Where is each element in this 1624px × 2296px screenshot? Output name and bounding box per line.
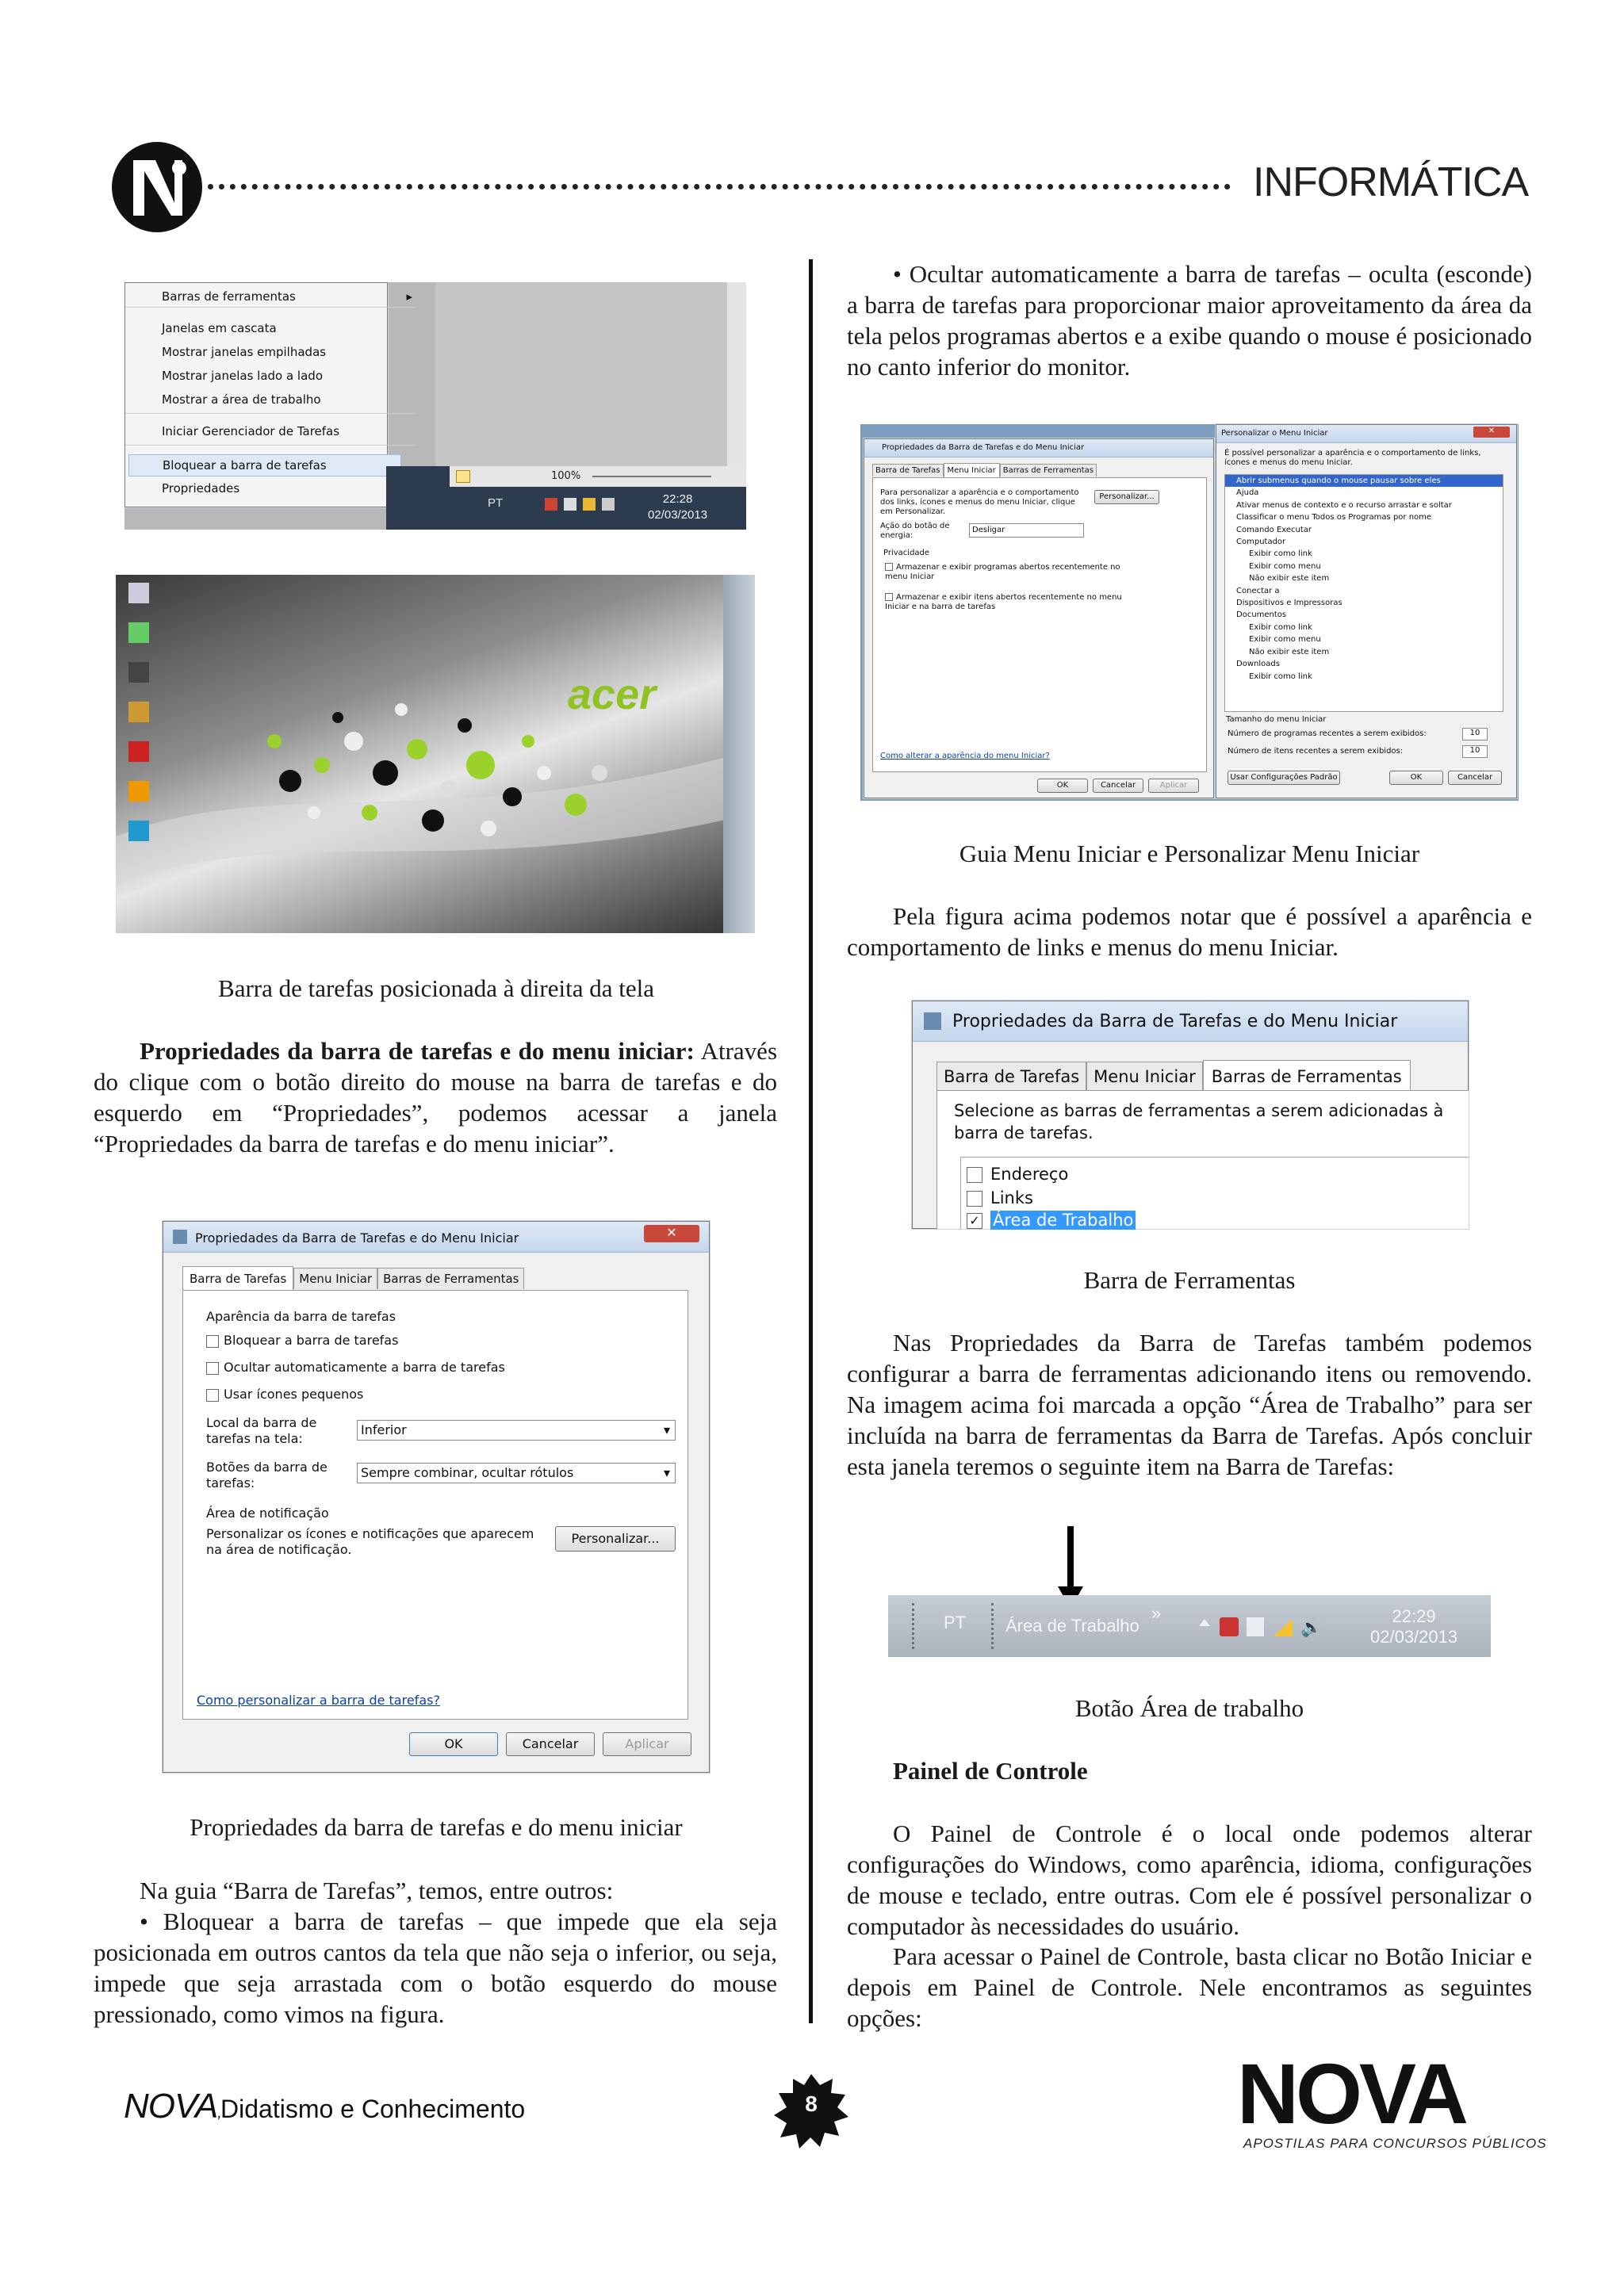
nova-n-logo-icon [109,140,205,235]
context-menu-screenshot [124,282,746,530]
tray-icons [545,498,632,514]
desktop-icons[interactable] [127,580,206,928]
header-logo [109,140,205,235]
tab-start-menu[interactable]: Menu Iniciar [1086,1062,1203,1091]
cancel-button[interactable]: Cancelar [1448,771,1502,785]
caption-startmenu: Guia Menu Iniciar e Personalizar Menu Iniciar [959,840,1420,867]
toolbars-dialog [912,1001,1469,1229]
group-appearance: Aparência da barra de tarefas [206,1309,396,1324]
priv-check-1[interactable]: Armazenar e exibir programas abertos recentemente no menu Iniciar [885,563,1120,581]
caption-desktop: Barra de tarefas posicionada à direita da tela [218,974,654,1002]
help-link[interactable]: Como personalizar a barra de tarefas? [197,1693,440,1708]
section-title: INFORMÁTICA [1253,159,1529,205]
heading-control-panel: Painel de Controle [893,1757,1088,1785]
paragraph-properties-intro: Propriedades da barra de tarefas e do menu iniciar: Através do clique com o botão direito do mouse na barra de tarefas e do esquerdo em “Propriedades”, podemos acessar a janela “Propriedades da barra de tarefas e do menu iniciar”. [94,1037,778,1158]
paragraph-startmenu-note: Pela figura acima podemos notar que é possível a aparência e comportamento de links e menus do menu Iniciar. [847,902,1532,961]
dialog-app-icon [173,1230,187,1244]
paragraph-taskbar-tab: Na guia “Barra de Tarefas”, temos, entre outros: [140,1877,614,1904]
customize-button[interactable]: Personalizar... [1094,490,1159,504]
check-desktop[interactable]: ✓ Área de Trabalho [967,1211,1136,1230]
footer-tagline: Didatismo e Conhecimento [220,2095,526,2123]
tab-start-menu[interactable]: Menu Iniciar [293,1268,377,1289]
check-small-icons[interactable]: Usar ícones pequenos [206,1387,363,1402]
defaults-button[interactable]: Usar Configurações Padrão [1228,771,1340,785]
paragraph-control-panel-access: Para acessar o Painel de Controle, basta clicar no Botão Iniciar e depois em Painel de Controle. Nele encontramos as seguintes opções: [847,1942,1532,2032]
start-menu-tab-dialog [864,438,1214,798]
tab-toolbars[interactable]: Barras de Ferramentas [1000,464,1097,476]
power-label: Ação do botão de energia: [880,522,950,540]
notification-text: Personalizar os ícones e notificações que aparecem na área de notificação. [206,1526,534,1557]
location-label: Local da barra de tarefas na tela: [206,1415,317,1446]
start-menu-screenshot [860,424,1519,801]
customize-button[interactable]: Personalizar... [555,1526,676,1552]
menu-item-task-manager[interactable]: Iniciar Gerenciador de Tarefas [162,424,340,438]
tab-toolbars[interactable]: Barras de Ferramentas [377,1268,524,1289]
dialog-app-icon [924,1012,941,1030]
paragraph-toolbars: Nas Propriedades da Barra de Tarefas também podemos configurar a barra de ferramentas adicionando itens ou removendo. Na imagem acima foi marcada a opção “Área de Trabalho” para ser incluída na barra de ferramentas da Barra de Tarefas. Após concluir esta janela teremos o seguinte item na Barra de Tarefas: [847,1329,1532,1480]
caption-taskbar: Botão Área de trabalho [1074,1694,1304,1722]
ok-button[interactable]: OK [1037,779,1088,793]
size-label: Tamanho do menu Iniciar [1226,715,1327,724]
buttons-select[interactable]: Sempre combinar, ocultar rótulos ▾ [357,1463,676,1483]
toolbars-intro: Selecione as barras de ferramentas a serem adicionadas à barra de tarefas. [954,1101,1444,1142]
check-lock-taskbar[interactable]: Bloquear a barra de tarefas [206,1333,398,1348]
dialog-title: Propriedades da Barra de Tarefas e do Menu Iniciar [952,1012,1398,1031]
ok-button[interactable]: OK [409,1732,498,1756]
security-icon[interactable] [1220,1617,1239,1636]
taskbar-strip [888,1595,1491,1657]
tray-language[interactable]: PT [944,1613,967,1632]
dialog-tabs [182,1266,524,1291]
taskbar-properties-dialog [163,1221,710,1773]
tab-toolbars[interactable]: Barras de Ferramentas [1203,1060,1411,1093]
wallpaper-bubbles-icon [116,575,755,933]
acer-desktop-screenshot [116,575,755,933]
menu-item-stacked[interactable]: Mostrar janelas empilhadas [162,345,327,359]
power-select[interactable]: Desligar [969,523,1084,538]
acer-logo: acer [568,671,657,718]
volume-icon[interactable]: 🔊 [1300,1617,1323,1637]
close-icon[interactable]: ✕ [644,1225,699,1242]
customize-intro: É possível personalizar a aparência e o comportamento de links, ícones e menus do menu Iniciar. [1224,449,1481,467]
dialog-title: Propriedades da Barra de Tarefas e do Menu Iniciar [882,443,1085,452]
dialog-title: Propriedades da Barra de Tarefas e do Menu Iniciar [195,1230,519,1246]
taskbar-right-vertical[interactable] [723,575,755,933]
footer-brand: NOVA, [124,2087,221,2126]
paragraph-autohide: • Ocultar automaticamente a barra de tarefas – oculta (esconde) a barra de tarefas para proporcionar maior aproveitamento da área da tela pelos programas abertos e a exibe quando o mouse é posicionado no canto inferior do monitor. [847,260,1532,381]
customize-start-dialog [1216,424,1517,798]
location-select[interactable]: Inferior ▾ [357,1420,676,1441]
tab-taskbar[interactable]: Barra de Tarefas [936,1062,1086,1091]
device-icon[interactable] [1247,1617,1264,1636]
desktop-toolbar-label[interactable]: Área de Trabalho [1005,1616,1139,1636]
recent-programs-label: Número de programas recentes a serem exibidos: [1228,729,1427,738]
menu-item-show-desktop[interactable]: Mostrar a área de trabalho [162,392,321,407]
footer-logo: NOVA [1237,2045,1466,2141]
tab-taskbar[interactable]: Barra de Tarefas [872,464,944,476]
column-divider [809,259,813,2023]
show-hidden-icon[interactable] [1199,1619,1210,1626]
menu-item-properties[interactable]: Propriedades [162,481,240,496]
ok-button[interactable]: OK [1389,771,1443,785]
toolbar-chevron-icon[interactable]: » [1151,1603,1162,1623]
page-number: 8 [805,2091,818,2116]
menu-item-toolbars[interactable]: Barras de ferramentas ▸ [162,289,412,304]
start-intro: Para personalizar a aparência e o comportamento dos links, ícones e menus do menu Iniciar, clique em Personalizar. [880,488,1079,516]
check-address[interactable]: Endereço [967,1165,1068,1184]
tab-taskbar[interactable]: Barra de Tarefas [182,1266,293,1291]
recent-items-input[interactable]: 10 [1462,745,1488,758]
tray-clock[interactable]: 22:28 02/03/2013 [648,492,708,522]
network-signal-icon[interactable] [1274,1619,1293,1636]
apply-button[interactable]: Aplicar [1148,779,1199,793]
recent-programs-input[interactable]: 10 [1462,728,1488,740]
menu-item-cascade[interactable]: Janelas em cascata [162,321,277,335]
menu-item-lock-taskbar[interactable]: Bloquear a barra de tarefas [128,454,401,476]
cancel-button[interactable]: Cancelar [1093,779,1143,793]
tray-language[interactable]: PT [488,496,504,510]
customize-title: Personalizar o Menu Iniciar [1221,429,1328,438]
caption-toolbars: Barra de Ferramentas [1083,1266,1296,1294]
check-links[interactable]: Links [967,1188,1033,1207]
tab-start-menu[interactable]: Menu Iniciar [944,463,1000,477]
paragraph-lock-taskbar: • Bloquear a barra de tarefas – que impede que ela seja posicionada em outros cantos da tela que não seja o inferior, ou seja, impede que seja arrastada com o botão esquerdo do mouse pressionado, como vimos na figura. [94,1908,777,2028]
group-notification: Área de notificação [206,1506,329,1521]
paragraph-control-panel: O Painel de Controle é o local onde podemos alterar configurações do Windows, como aparência, idioma, configurações de mouse e teclado, entre outras. Com ele é possível personalizar o computador às necessidades do usuário. [847,1820,1532,1940]
apply-button[interactable]: Aplicar [603,1732,691,1756]
check-autohide[interactable]: Ocultar automaticamente a barra de tarefas [206,1360,505,1375]
help-link[interactable]: Como alterar a aparência do menu Iniciar? [880,752,1050,760]
caption-dialog: Propriedades da barra de tarefas e do menu iniciar [190,1813,683,1841]
close-icon[interactable]: ✕ [1473,427,1510,438]
recent-items-label: Número de itens recentes a serem exibidos: [1228,747,1404,756]
header-dotted-rule [208,184,1231,189]
options-list[interactable]: Abrir submenus quando o mouse pausar sobre eles Ajuda Ativar menus de contexto e o recurso arrastar e soltar Classificar o menu Todos os Programas por nome Comando Executar Computador Exibir como link Exibir como menu Não exibir este item Conectar a Dispositivos e Impressoras Documentos Exibir como link Exibir como menu Não exibir este item Downloads Exibir como link [1224,474,1503,712]
menu-item-side-by-side[interactable]: Mostrar janelas lado a lado [162,369,323,383]
tray-clock[interactable]: 22:29 02/03/2013 [1370,1606,1458,1647]
buttons-label: Botões da barra de tarefas: [206,1460,327,1490]
privacy-label: Privacidade [883,549,930,557]
footer-logo-subtitle: APOSTILAS PARA CONCURSOS PÚBLICOS [1243,2136,1547,2151]
zoom-level: 100% [551,470,581,482]
cancel-button[interactable]: Cancelar [506,1732,595,1756]
zoom-slider[interactable] [592,476,711,477]
priv-check-2[interactable]: Armazenar e exibir itens abertos recentemente no menu Iniciar e na barra de tarefas [885,593,1122,611]
page-number-badge [768,2068,855,2155]
context-menu [124,282,412,507]
